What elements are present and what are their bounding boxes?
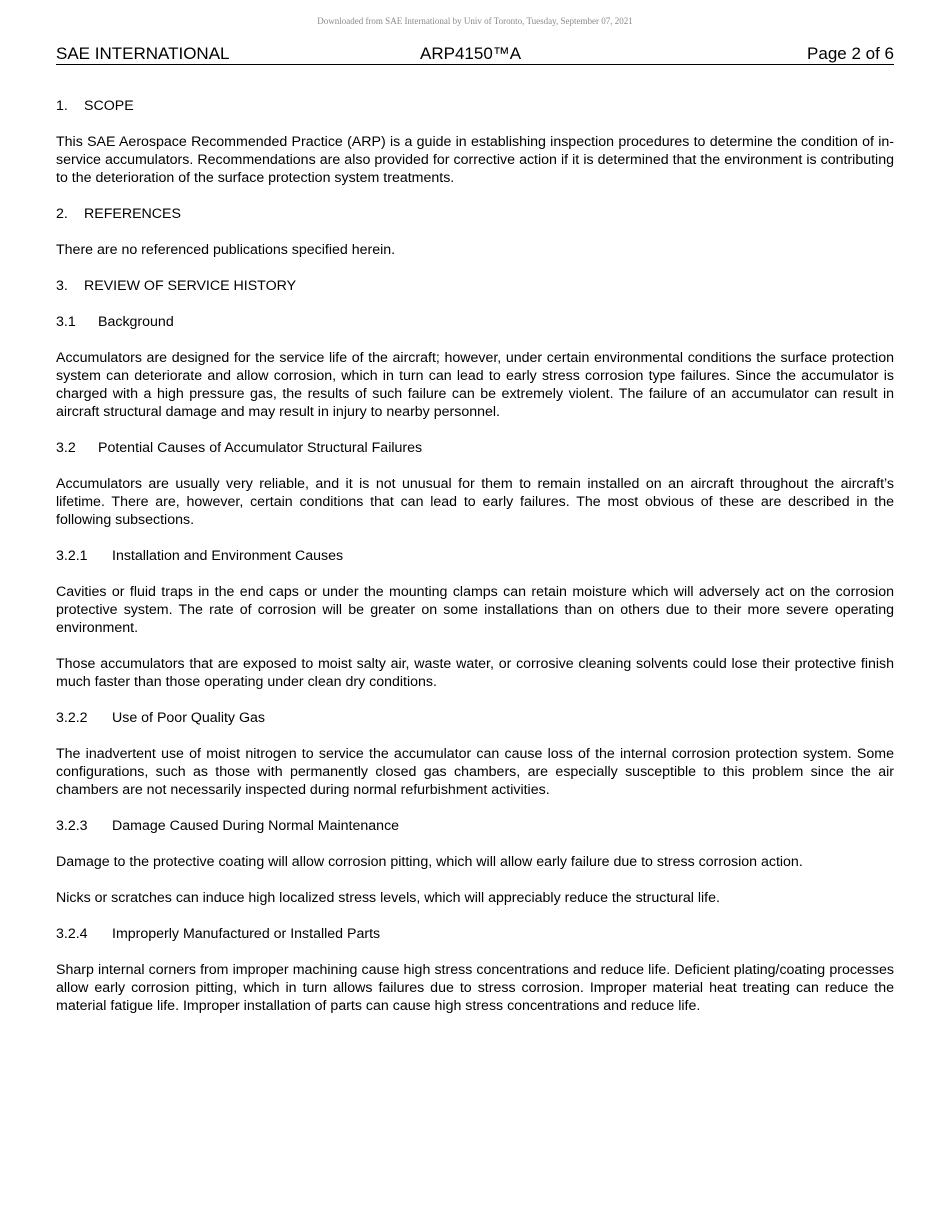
section-title: Potential Causes of Accumulator Structural Failures (98, 440, 423, 456)
section-number: 1. (56, 98, 68, 114)
background-paragraph: Accumulators are designed for the service life of the aircraft; however, under certain environmental conditions the surface protection system can deteriorate and allow corrosion, which in turn can lead to early stress corrosion type failures. Since the accumulator is charged with a high pressure gas, the results of such failure can be extremely violent. The failure of an accumulator can result in aircraft structural damage and may result in injury to nearby personnel. (56, 350, 894, 420)
scope-paragraph: This SAE Aerospace Recommended Practice (ARP) is a guide in establishing inspection procedures to determine the condition of in-service accumulators. Recommendations are also provided for corrective action if it is determined that the environment is contributing to the deterioration of the surface protection system treatments. (56, 134, 894, 186)
improper-parts-paragraph: Sharp internal corners from improper machining cause high stress concentrations and reduce life. Deficient plating/coating processes allow early corrosion pitting, which in turn allows failures due to stress corrosion. Improper material heat treating can reduce the material fatigue life. Improper installation of parts can cause high stress concentrations and reduce life. (56, 962, 894, 1014)
section-heading-scope (56, 97, 894, 115)
page-header (56, 44, 894, 65)
section-heading-maintenance-damage (56, 817, 894, 835)
section-heading-background (56, 313, 894, 331)
section-number: 3.2.3 (56, 818, 88, 834)
section-title: Background (98, 314, 174, 330)
section-heading-poor-quality-gas (56, 709, 894, 727)
section-heading-installation-environment (56, 547, 894, 565)
section-title: REVIEW OF SERVICE HISTORY (84, 278, 297, 294)
section-title: Damage Caused During Normal Maintenance (112, 818, 400, 834)
installation-paragraph-1: Cavities or fluid traps in the end caps or under the mounting clamps can retain moisture which will adversely act on the corrosion protective system. The rate of corrosion will be greater on some installations than on others due to their more severe operating environment. (56, 584, 894, 636)
header-document-id: ARP4150™A (420, 44, 522, 63)
section-heading-service-history (56, 277, 894, 295)
section-title: Improperly Manufactured or Installed Parts (112, 926, 381, 942)
section-heading-improper-parts (56, 925, 894, 943)
section-heading-potential-causes (56, 439, 894, 457)
poor-quality-gas-paragraph: The inadvertent use of moist nitrogen to service the accumulator can cause loss of the internal corrosion protection system. Some configurations, such as those with permanently closed gas chambers, are especially susceptible to this problem since the air chambers are not necessarily inspected during normal refurbishment activities. (56, 746, 894, 798)
installation-paragraph-2: Those accumulators that are exposed to moist salty air, waste water, or corrosive cleaning solvents could lose their protective finish much faster than those operating under clean dry conditions. (56, 656, 894, 690)
section-title: Installation and Environment Causes (112, 548, 344, 564)
section-title: Use of Poor Quality Gas (112, 710, 265, 726)
section-number: 3.2.1 (56, 548, 88, 564)
header-organization: SAE INTERNATIONAL (56, 44, 230, 63)
header-page-number: Page 2 of 6 (807, 44, 894, 63)
download-watermark: Downloaded from SAE International by Univ of Toronto, Tuesday, September 07, 2021 (317, 16, 633, 26)
section-heading-references (56, 205, 894, 223)
section-number: 3. (56, 278, 68, 294)
section-number: 2. (56, 206, 68, 222)
section-number: 3.2 (56, 440, 76, 456)
section-title: SCOPE (84, 98, 134, 114)
references-paragraph: There are no referenced publications specified herein. (56, 242, 396, 258)
section-number: 3.2.2 (56, 710, 88, 726)
maintenance-paragraph-1: Damage to the protective coating will allow corrosion pitting, which will allow early failure due to stress corrosion action. (56, 854, 803, 870)
potential-causes-paragraph: Accumulators are usually very reliable, and it is not unusual for them to remain installed on an aircraft throughout the aircraft’s lifetime. There are, however, certain conditions that can lead to early failures. The most obvious of these are described in the following subsections. (56, 476, 894, 528)
section-title: REFERENCES (84, 206, 181, 222)
maintenance-paragraph-2: Nicks or scratches can induce high localized stress levels, which will appreciably reduce the structural life. (56, 890, 720, 906)
section-number: 3.1 (56, 314, 76, 330)
section-number: 3.2.4 (56, 926, 88, 942)
document-body (56, 97, 894, 1015)
